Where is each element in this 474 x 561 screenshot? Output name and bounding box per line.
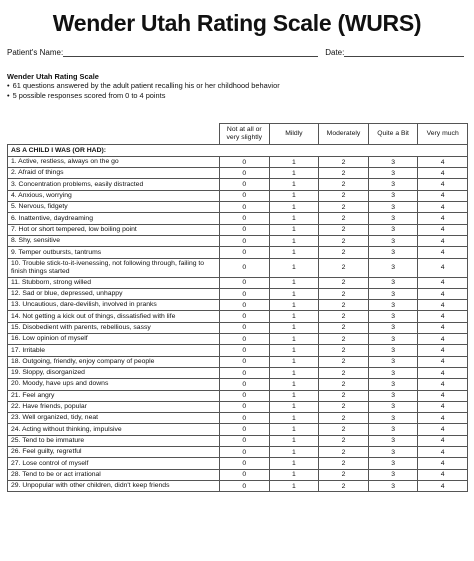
score-option[interactable]: 1 <box>269 202 319 213</box>
score-option[interactable]: 4 <box>418 311 468 322</box>
score-option[interactable]: 0 <box>220 224 270 235</box>
table-row <box>8 356 468 367</box>
score-option[interactable]: 4 <box>418 424 468 435</box>
score-option[interactable]: 3 <box>368 424 418 435</box>
score-option[interactable]: 2 <box>319 435 369 446</box>
table-row <box>8 168 468 179</box>
table-row <box>8 367 468 378</box>
score-option[interactable]: 2 <box>319 413 369 424</box>
question-text <box>8 356 220 367</box>
question-text <box>8 435 220 446</box>
score-option[interactable]: 4 <box>418 322 468 333</box>
table-body <box>8 144 468 491</box>
score-option[interactable]: 0 <box>220 247 270 258</box>
question-text <box>8 247 220 258</box>
table-row <box>8 311 468 322</box>
score-option[interactable]: 2 <box>319 480 369 491</box>
score-option[interactable]: 3 <box>368 179 418 190</box>
table-row <box>8 424 468 435</box>
score-option[interactable]: 1 <box>269 288 319 299</box>
score-option[interactable]: 0 <box>220 322 270 333</box>
question-text <box>8 390 220 401</box>
question-label: 14. Not getting a kick out of things, dissatisfied with life <box>11 312 176 320</box>
table-row <box>8 401 468 412</box>
question-text <box>8 447 220 458</box>
question-text <box>8 311 220 322</box>
score-option[interactable]: 1 <box>269 413 319 424</box>
question-text <box>8 401 220 412</box>
question-text <box>8 235 220 246</box>
score-option[interactable]: 4 <box>418 379 468 390</box>
table-row <box>8 379 468 390</box>
intro-bullet: • 5 possible responses scored from 0 to 4 points <box>7 91 467 100</box>
question-label: 12. Sad or blue, depressed, unhappy <box>11 290 123 298</box>
intro-bullets <box>7 81 467 100</box>
score-option[interactable]: 1 <box>269 156 319 167</box>
table-row <box>8 334 468 345</box>
score-option[interactable]: 2 <box>319 258 369 277</box>
score-option[interactable]: 4 <box>418 413 468 424</box>
header-blank-cell <box>8 123 220 144</box>
score-option[interactable]: 0 <box>220 447 270 458</box>
question-label: 2. Afraid of things <box>11 169 64 177</box>
score-option[interactable]: 2 <box>319 300 369 311</box>
score-option[interactable]: 0 <box>220 345 270 356</box>
column-header: Not at all or very slightly <box>220 123 270 144</box>
score-option[interactable]: 3 <box>368 413 418 424</box>
question-label: 9. Temper outbursts, tantrums <box>11 248 102 256</box>
score-option[interactable]: 4 <box>418 345 468 356</box>
score-option[interactable]: 4 <box>418 156 468 167</box>
intro-block <box>7 72 467 100</box>
score-option[interactable]: 4 <box>418 447 468 458</box>
score-option[interactable]: 0 <box>220 300 270 311</box>
score-option[interactable]: 1 <box>269 247 319 258</box>
score-option[interactable]: 3 <box>368 390 418 401</box>
score-option[interactable]: 4 <box>418 190 468 201</box>
score-option[interactable]: 1 <box>269 367 319 378</box>
question-label: 17. Irritable <box>11 346 46 354</box>
score-option[interactable]: 1 <box>269 311 319 322</box>
score-option[interactable]: 0 <box>220 277 270 288</box>
score-option[interactable]: 0 <box>220 356 270 367</box>
score-option[interactable]: 0 <box>220 413 270 424</box>
header-fields <box>7 46 467 57</box>
score-option[interactable]: 1 <box>269 224 319 235</box>
score-option[interactable]: 3 <box>368 435 418 446</box>
score-option[interactable]: 4 <box>418 224 468 235</box>
question-text <box>8 190 220 201</box>
score-option[interactable]: 0 <box>220 469 270 480</box>
table-row <box>8 224 468 235</box>
table-row <box>8 390 468 401</box>
score-option[interactable]: 1 <box>269 213 319 224</box>
score-option[interactable]: 2 <box>319 168 369 179</box>
score-option[interactable]: 2 <box>319 156 369 167</box>
score-option[interactable]: 0 <box>220 367 270 378</box>
score-option[interactable]: 3 <box>368 168 418 179</box>
question-label: 13. Uncautious, dare-devilish, involved in pranks <box>11 301 157 309</box>
score-option[interactable]: 0 <box>220 424 270 435</box>
score-option[interactable]: 3 <box>368 311 418 322</box>
score-option[interactable]: 2 <box>319 277 369 288</box>
score-option[interactable]: 4 <box>418 367 468 378</box>
column-header: Quite a Bit <box>368 123 418 144</box>
score-option[interactable]: 0 <box>220 401 270 412</box>
score-option[interactable]: 2 <box>319 379 369 390</box>
score-option[interactable]: 4 <box>418 480 468 491</box>
question-text <box>8 413 220 424</box>
score-option[interactable]: 3 <box>368 258 418 277</box>
score-option[interactable]: 1 <box>269 447 319 458</box>
table-row <box>8 156 468 167</box>
score-option[interactable]: 0 <box>220 390 270 401</box>
score-option[interactable]: 3 <box>368 202 418 213</box>
patient-name-label: Patient's Name: <box>7 48 64 57</box>
page-title: Wender Utah Rating Scale (WURS) <box>52 10 422 36</box>
question-label: 18. Outgoing, friendly, enjoy company of people <box>11 357 155 365</box>
score-option[interactable]: 3 <box>368 235 418 246</box>
question-text <box>8 277 220 288</box>
score-option[interactable]: 1 <box>269 345 319 356</box>
score-option[interactable]: 1 <box>269 480 319 491</box>
question-text <box>8 424 220 435</box>
score-option[interactable]: 0 <box>220 458 270 469</box>
score-option[interactable]: 4 <box>418 300 468 311</box>
score-option[interactable]: 2 <box>319 179 369 190</box>
table-row <box>8 458 468 469</box>
score-option[interactable]: 3 <box>368 213 418 224</box>
column-header: Moderately <box>319 123 369 144</box>
table-header-row <box>8 123 468 144</box>
question-label: 25. Tend to be immature <box>11 436 85 444</box>
question-label: 16. Low opinion of myself <box>11 335 88 343</box>
patient-name-field[interactable] <box>63 48 318 57</box>
question-label: 8. Shy, sensitive <box>11 237 60 245</box>
question-label: 28. Tend to be or act irrational <box>11 470 101 478</box>
score-option[interactable]: 1 <box>269 322 319 333</box>
score-option[interactable]: 2 <box>319 202 369 213</box>
score-option[interactable]: 2 <box>319 235 369 246</box>
score-option[interactable]: 0 <box>220 156 270 167</box>
score-option[interactable]: 1 <box>269 424 319 435</box>
score-option[interactable]: 3 <box>368 480 418 491</box>
question-text <box>8 345 220 356</box>
score-option[interactable]: 1 <box>269 379 319 390</box>
score-option[interactable]: 3 <box>368 322 418 333</box>
score-option[interactable]: 1 <box>269 300 319 311</box>
question-text <box>8 213 220 224</box>
table-row <box>8 213 468 224</box>
score-option[interactable]: 1 <box>269 277 319 288</box>
question-label: 27. Lose control of myself <box>11 459 89 467</box>
question-text <box>8 288 220 299</box>
question-label: 22. Have friends, popular <box>11 403 87 411</box>
score-option[interactable]: 1 <box>269 390 319 401</box>
score-option[interactable]: 4 <box>418 356 468 367</box>
score-option[interactable]: 0 <box>220 190 270 201</box>
score-option[interactable]: 0 <box>220 168 270 179</box>
score-option[interactable]: 3 <box>368 345 418 356</box>
score-option[interactable]: 1 <box>269 469 319 480</box>
score-option[interactable]: 3 <box>368 277 418 288</box>
table-row <box>8 447 468 458</box>
table-row <box>8 247 468 258</box>
score-option[interactable]: 1 <box>269 435 319 446</box>
score-option[interactable]: 1 <box>269 258 319 277</box>
score-option[interactable]: 2 <box>319 447 369 458</box>
score-option[interactable]: 4 <box>418 288 468 299</box>
table-row <box>8 480 468 491</box>
score-option[interactable]: 2 <box>319 288 369 299</box>
score-option[interactable]: 4 <box>418 213 468 224</box>
question-label: 4. Anxious, worrying <box>11 192 72 200</box>
question-label: 23. Well organized, tidy, neat <box>11 414 99 422</box>
question-text <box>8 322 220 333</box>
intro-bullet: • 61 questions answered by the adult patient recalling his or her childhood behavior <box>7 81 467 90</box>
question-label: 7. Hot or short tempered, low boiling point <box>11 225 137 233</box>
score-option[interactable]: 0 <box>220 334 270 345</box>
score-option[interactable]: 1 <box>269 179 319 190</box>
question-label: 11. Stubborn, strong willed <box>11 278 91 286</box>
score-option[interactable]: 1 <box>269 190 319 201</box>
score-option[interactable]: 3 <box>368 156 418 167</box>
score-option[interactable]: 2 <box>319 322 369 333</box>
score-option[interactable]: 0 <box>220 435 270 446</box>
section-header: AS A CHILD I WAS (OR HAD): <box>8 144 468 156</box>
score-option[interactable]: 3 <box>368 447 418 458</box>
table-row <box>8 435 468 446</box>
table-row <box>8 190 468 201</box>
table-row <box>8 288 468 299</box>
question-text <box>8 156 220 167</box>
question-label: 6. Inattentive, daydreaming <box>11 214 93 222</box>
score-option[interactable]: 0 <box>220 311 270 322</box>
score-option[interactable]: 4 <box>418 435 468 446</box>
score-option[interactable]: 0 <box>220 213 270 224</box>
score-option[interactable]: 2 <box>319 458 369 469</box>
score-option[interactable]: 0 <box>220 288 270 299</box>
score-option[interactable]: 2 <box>319 190 369 201</box>
question-label: 5. Nervous, fidgety <box>11 203 68 211</box>
question-label: 3. Concentration problems, easily distracted <box>11 180 144 188</box>
score-option[interactable]: 1 <box>269 334 319 345</box>
question-text <box>8 300 220 311</box>
question-text <box>8 168 220 179</box>
score-option[interactable]: 4 <box>418 469 468 480</box>
score-option[interactable]: 4 <box>418 179 468 190</box>
question-text <box>8 202 220 213</box>
score-option[interactable]: 2 <box>319 367 369 378</box>
column-header: Very much <box>418 123 468 144</box>
question-text <box>8 258 220 277</box>
score-option[interactable]: 1 <box>269 168 319 179</box>
score-option[interactable]: 3 <box>368 367 418 378</box>
score-option[interactable]: 4 <box>418 247 468 258</box>
table-row <box>8 300 468 311</box>
score-option[interactable]: 4 <box>418 258 468 277</box>
score-option[interactable]: 2 <box>319 311 369 322</box>
score-option[interactable]: 4 <box>418 334 468 345</box>
score-option[interactable]: 3 <box>368 334 418 345</box>
score-option[interactable]: 3 <box>368 356 418 367</box>
question-label: 10. Trouble stick-to-it-ivenessing, not following through, failing to finish things started <box>11 259 205 275</box>
question-text <box>8 458 220 469</box>
score-option[interactable]: 0 <box>220 480 270 491</box>
rating-table <box>7 123 468 492</box>
score-option[interactable]: 2 <box>319 213 369 224</box>
score-option[interactable]: 4 <box>418 202 468 213</box>
question-text <box>8 367 220 378</box>
score-option[interactable]: 0 <box>220 379 270 390</box>
question-label: 26. Feel guilty, regretful <box>11 448 82 456</box>
score-option[interactable]: 3 <box>368 224 418 235</box>
score-option[interactable]: 4 <box>418 168 468 179</box>
score-option[interactable]: 1 <box>269 235 319 246</box>
score-option[interactable]: 2 <box>319 345 369 356</box>
score-option[interactable]: 2 <box>319 334 369 345</box>
score-option[interactable]: 3 <box>368 190 418 201</box>
score-option[interactable]: 3 <box>368 300 418 311</box>
question-text <box>8 469 220 480</box>
score-option[interactable]: 0 <box>220 179 270 190</box>
score-option[interactable]: 3 <box>368 401 418 412</box>
score-option[interactable]: 4 <box>418 401 468 412</box>
score-option[interactable]: 1 <box>269 458 319 469</box>
date-label: Date: <box>325 48 345 57</box>
question-text <box>8 379 220 390</box>
question-label: 29. Unpopular with other children, didn't keep friends <box>11 482 170 490</box>
question-text <box>8 224 220 235</box>
score-option[interactable]: 0 <box>220 235 270 246</box>
intro-subtitle: Wender Utah Rating Scale <box>7 72 99 81</box>
score-option[interactable]: 2 <box>319 401 369 412</box>
score-option[interactable]: 0 <box>220 258 270 277</box>
question-text <box>8 480 220 491</box>
score-option[interactable]: 4 <box>418 277 468 288</box>
table-row <box>8 469 468 480</box>
score-option[interactable]: 2 <box>319 469 369 480</box>
score-option[interactable]: 1 <box>269 356 319 367</box>
question-label: 15. Disobedient with parents, rebellious, sassy <box>11 324 151 331</box>
score-option[interactable]: 2 <box>319 247 369 258</box>
table-row <box>8 235 468 246</box>
score-option[interactable]: 4 <box>418 390 468 401</box>
score-option[interactable]: 3 <box>368 469 418 480</box>
question-label: 19. Sloppy, disorganized <box>11 369 85 377</box>
section-header-row <box>8 144 468 156</box>
question-text <box>8 334 220 345</box>
score-option[interactable]: 2 <box>319 390 369 401</box>
table-row <box>8 322 468 333</box>
table-row <box>8 179 468 190</box>
table-row <box>8 277 468 288</box>
date-field[interactable] <box>344 48 464 57</box>
question-text <box>8 179 220 190</box>
score-option[interactable]: 3 <box>368 379 418 390</box>
score-option[interactable]: 2 <box>319 356 369 367</box>
score-option[interactable]: 1 <box>269 401 319 412</box>
question-label: 21. Feel angry <box>11 391 55 399</box>
question-label: 1. Active, restless, always on the go <box>11 158 119 166</box>
score-option[interactable]: 2 <box>319 224 369 235</box>
question-label: 24. Acting without thinking, impulsive <box>11 425 122 433</box>
table-row <box>8 413 468 424</box>
table-row <box>8 202 468 213</box>
score-option[interactable]: 3 <box>368 247 418 258</box>
score-option[interactable]: 4 <box>418 458 468 469</box>
score-option[interactable]: 3 <box>368 288 418 299</box>
column-header: Mildly <box>269 123 319 144</box>
question-label: 20. Moody, have ups and downs <box>11 380 109 388</box>
score-option[interactable]: 0 <box>220 202 270 213</box>
score-option[interactable]: 3 <box>368 458 418 469</box>
score-option[interactable]: 2 <box>319 424 369 435</box>
table-row <box>8 345 468 356</box>
table-row <box>8 258 468 277</box>
score-option[interactable]: 4 <box>418 235 468 246</box>
